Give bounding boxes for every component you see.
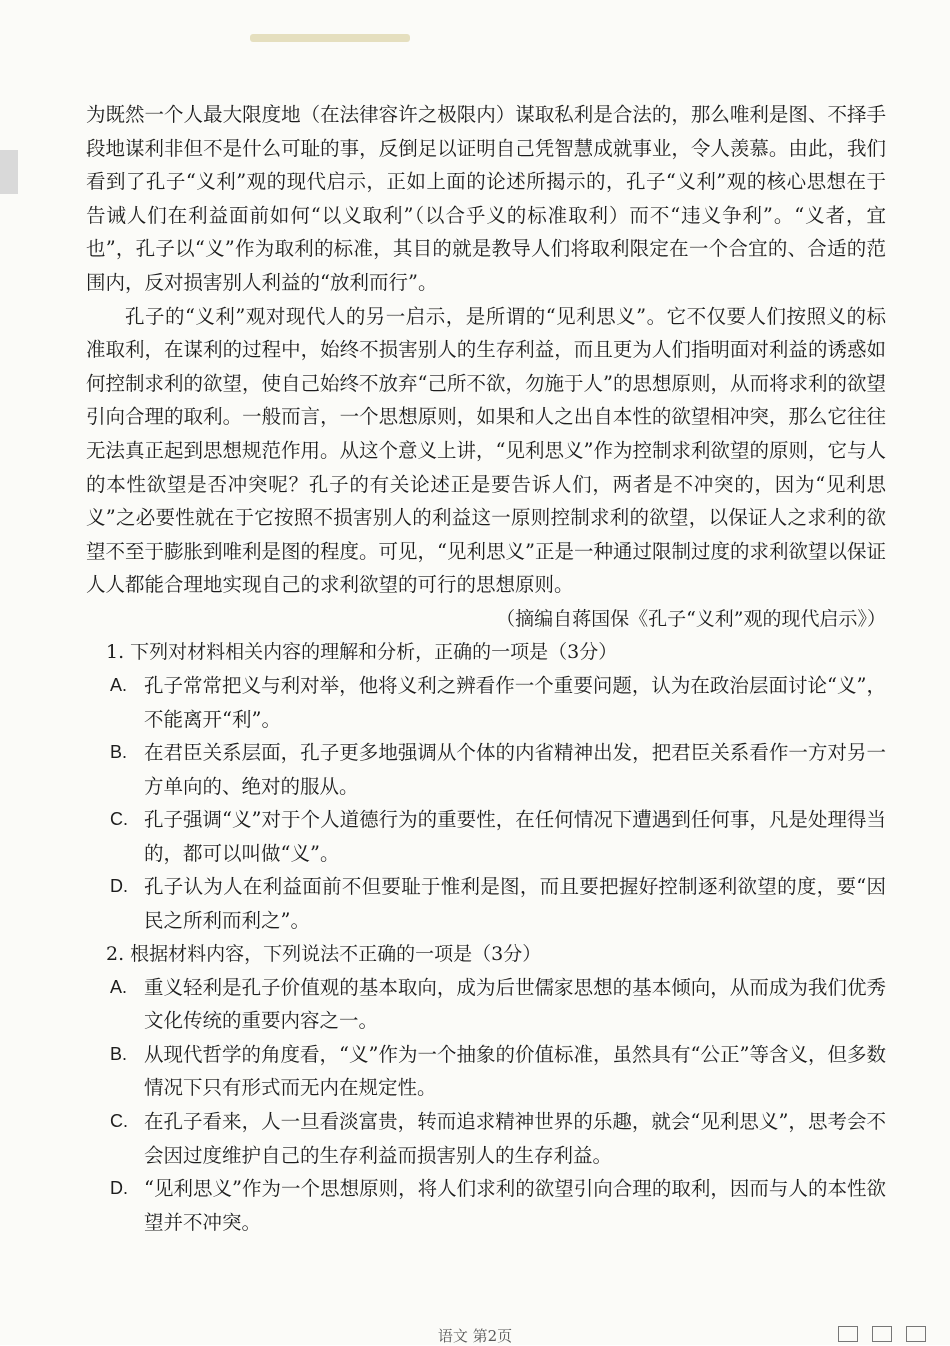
option-letter: D. — [110, 1178, 128, 1199]
question-2 — [86, 938, 886, 1240]
question-1-option-a — [86, 669, 886, 736]
passage-source: （摘编自蒋国保《孔子“义利”观的现代启示》） — [496, 607, 886, 630]
option-letter: D. — [110, 876, 128, 897]
option-text: 孔子认为人在利益面前不但要耻于惟利是图，而且要把握好控制逐利欲望的度，要“因民之所利而利之”。 — [144, 875, 886, 933]
page-footer: 语文 第2页 — [437, 1327, 513, 1345]
question-1-option-b — [86, 736, 886, 803]
option-text: 重义轻利是孔子价值观的基本取向，成为后世儒家思想的基本倾向，从而成为我们优秀文化传统的重要内容之一。 — [144, 975, 886, 1033]
option-text: 从现代哲学的角度看，“义”作为一个抽象的价值标准，虽然具有“公正”等含义，但多数情况下只有形式而无内在规定性。 — [144, 1042, 886, 1100]
option-text: 孔子强调“义”对于个人道德行为的重要性，在任何情况下遭遇到任何事，凡是处理得当的，都可以叫做“义”。 — [144, 808, 886, 865]
option-letter: A. — [110, 674, 128, 695]
option-letter: A. — [110, 976, 128, 997]
option-text: 在君臣关系层面，孔子更多地强调从个体的内省精神出发，把君臣关系看作一方对另一方单向的、绝对的服从。 — [144, 741, 886, 798]
question-2-option-c — [86, 1105, 886, 1172]
option-text: 孔子常常把义与利对举，他将义利之辨看作一个重要问题，认为在政治层面讨论“义”，不能离开“利”。 — [144, 673, 886, 731]
option-letter: B. — [110, 1043, 128, 1064]
footer-box — [906, 1326, 926, 1342]
option-text: 在孔子看来，人一旦看淡富贵，转而追求精神世界的乐趣，就会“见利思义”，思考会不会因过度维护自己的生存利益而损害别人的生存利益。 — [144, 1110, 886, 1167]
question-1-stem: 1. 下列对材料相关内容的理解和分析，正确的一项是（3分） — [106, 640, 618, 663]
passage-paragraph-1: 为既然一个人最大限度地（在法律容许之极限内）谋取私利是合法的，那么唯利是图、不择手段地谋利非但不是什么可耻的事，反倒足以证明自己凭智慧成就事业，令人羡慕。由此，我们看到了孔子“义利”观的现代启示，正如上面的论述所揭示的，孔子“义利”观的核心思想在于告诫人们在利益面前如何“以义取利”（以合乎义的标准取利）而不“违义争利”。“义者，宜也”，孔子以“义”作为取利的标准，其目的就是教导人们将取利限定在一个合宜的、合适的范围内，反对损害别人利益的“放利而行”。 — [86, 103, 886, 294]
footer-box — [872, 1326, 892, 1342]
footer-marks — [838, 1326, 926, 1342]
option-letter: C. — [110, 809, 128, 830]
question-1 — [86, 636, 886, 938]
option-text: “见利思义”作为一个思想原则，将人们求利的欲望引向合理的取利，因而与人的本性欲望并不冲突。 — [144, 1177, 886, 1234]
page-content — [86, 98, 886, 1239]
question-2-option-b — [86, 1038, 886, 1105]
page-edge-shadow — [0, 150, 18, 194]
footer-box — [838, 1326, 858, 1342]
passage-paragraph-2: 孔子的“义利”观对现代人的另一启示，是所谓的“见利思义”。它不仅要人们按照义的标准取利，在谋利的过程中，始终不损害别人的生存利益，而且更为人们指明面对利益的诱惑如何控制求利的欲望，使自己始终不放弃“己所不欲，勿施于人”的思想原则，从而将求利的欲望引向合理的取利。一般而言，一个思想原则，如果和人之出自本性的欲望相冲突，那么它往往无法真正起到思想规范作用。从这个意义上讲，“见利思义”作为控制求利欲望的原则，它与人的本性欲望是否冲突呢？孔子的有关论述正是要告诉人们，两者是不冲突的，因为“见利思义”之必要性就在于它按照不损害别人的利益这一原则控制求利的欲望，以保证人之求利的欲望不至于膨胀到唯利是图的程度。可见，“见利思义”正是一种通过限制过度的求利欲望以保证人人都能合理地实现自己的求利欲望的可行的思想原则。 — [86, 304, 886, 597]
option-letter: C. — [110, 1111, 128, 1132]
question-2-option-d — [86, 1172, 886, 1239]
question-1-option-c — [86, 803, 886, 870]
question-1-option-d — [86, 870, 886, 937]
option-letter: B. — [110, 742, 128, 763]
question-2-option-a — [86, 971, 886, 1038]
question-2-stem: 2. 根据材料内容，下列说法不正确的一项是（3分） — [106, 942, 542, 965]
binding-strip — [250, 34, 410, 42]
